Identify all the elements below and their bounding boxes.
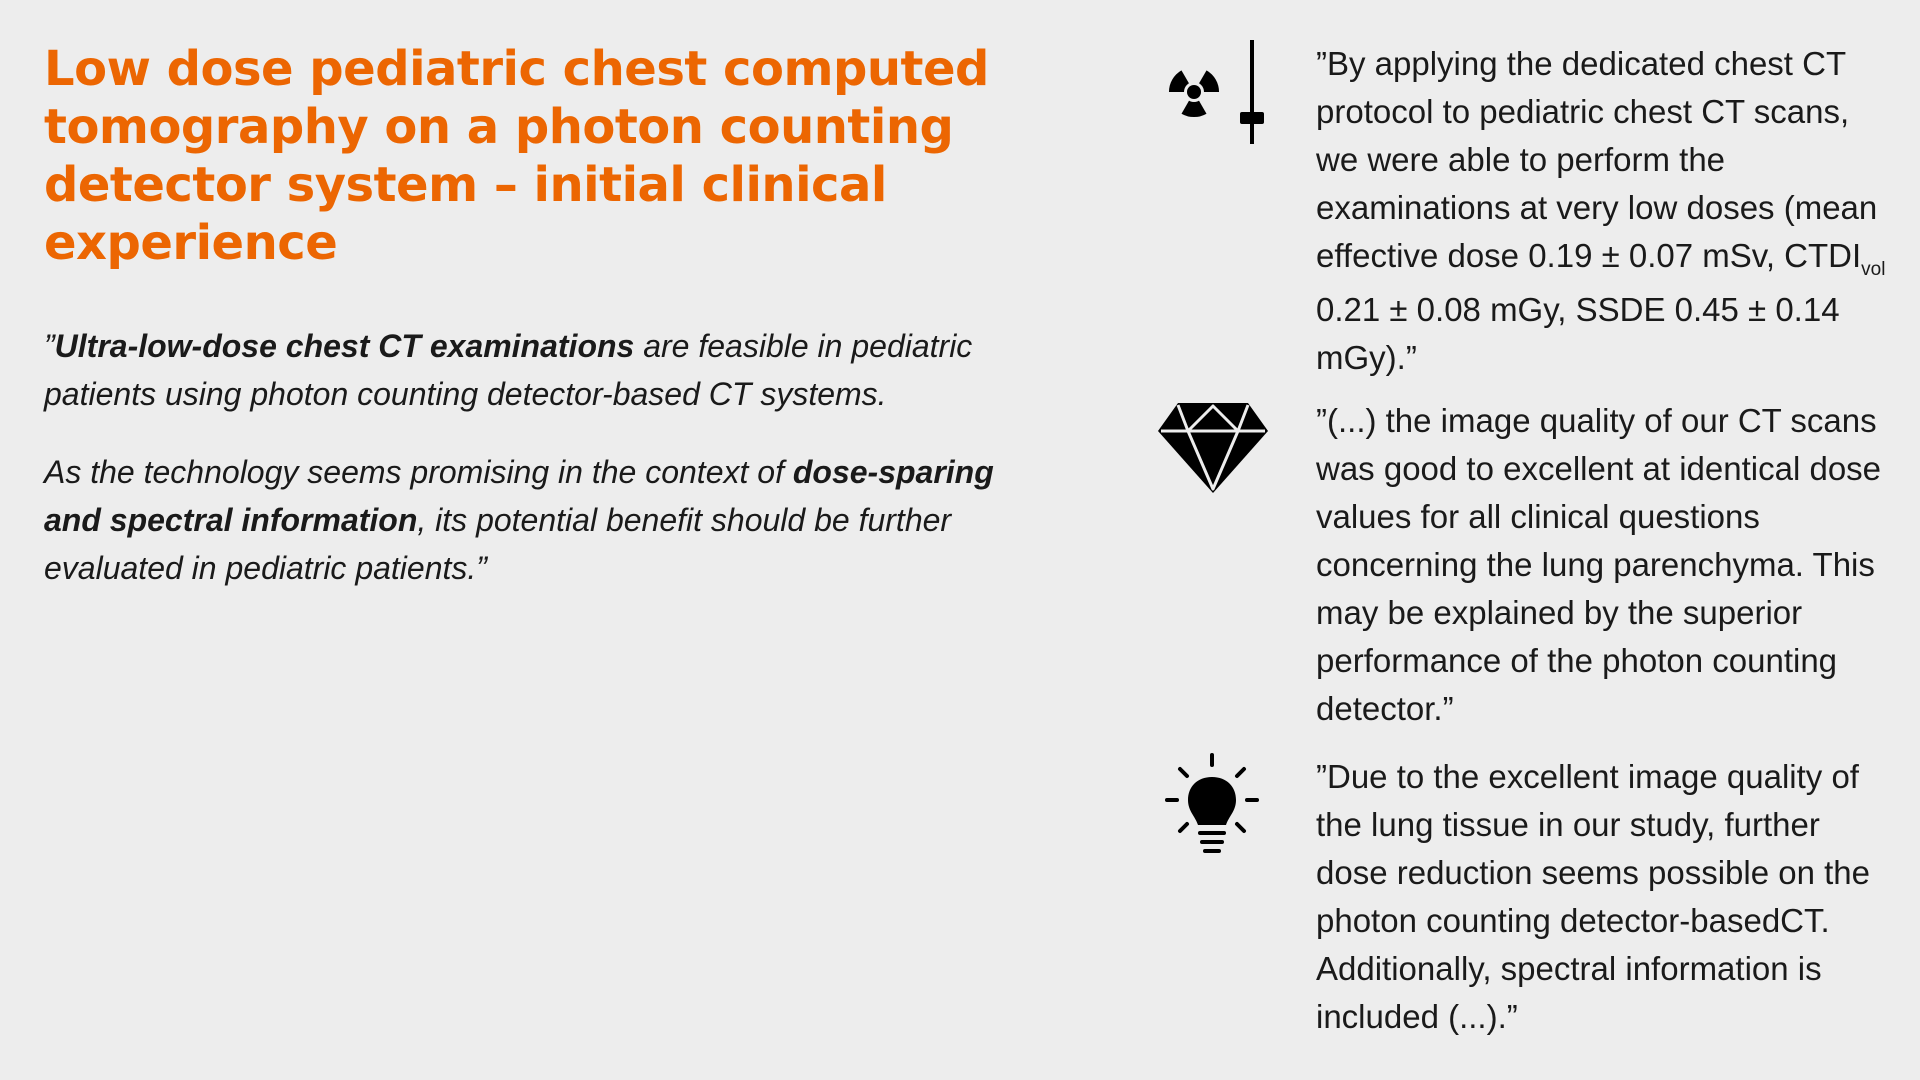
dose-quote-part1: ”By applying the dedicated chest CT protocol to pediatric chest CT scans, we were able to perform the examinations at very low doses (mean effective dose 0.19 ± 0.07 mSv, CTDI (1316, 45, 1878, 274)
outlook-quote-text: ”Due to the excellent image quality of the lung tissue in our study, further dose reduction seems possible on the photon counting detector-basedCT. Additionally, spectral information is included (...).” (1316, 758, 1871, 1035)
outlook-quote-pre: As the technology seems promising in the context of (44, 454, 793, 490)
diamond-icon (1156, 401, 1270, 500)
page-title: Low dose pediatric chest computed tomography on a photon counting detector system – initial clinical experience (44, 41, 989, 271)
dose-quote-text (1316, 40, 1896, 382)
outlook-quote (44, 448, 1004, 592)
radiation-dose-icon (1150, 40, 1270, 153)
ctdi-subscript: vol (1861, 259, 1886, 280)
quality-quote-text: ”(...) the image quality of our CT scans was good to excellent at identical dose values for all clinical questions concerning the lung parenchyma. This may be explained by the superior performance of the photon counting detector.” (1316, 402, 1882, 727)
quote-open-mark: ” (44, 328, 55, 364)
dose-quote-part2: 0.21 ± 0.08 mGy, SSDE 0.45 ± 0.14 mGy).” (1316, 291, 1840, 376)
outlook-quote-highlight: dose-sparing and spectral information (44, 454, 994, 538)
key-finding-quote (44, 322, 1004, 418)
outlook-quote-post: , its potential benefit should be further evaluated in pediatric patients.” (44, 502, 952, 586)
lightbulb-icon (1164, 753, 1264, 868)
key-finding-highlight: Ultra-low-dose chest CT examinations (54, 328, 635, 364)
key-finding-rest: are feasible in pediatric patients using photon counting detector-based CT systems. (44, 328, 973, 412)
summary-column (44, 40, 1004, 592)
